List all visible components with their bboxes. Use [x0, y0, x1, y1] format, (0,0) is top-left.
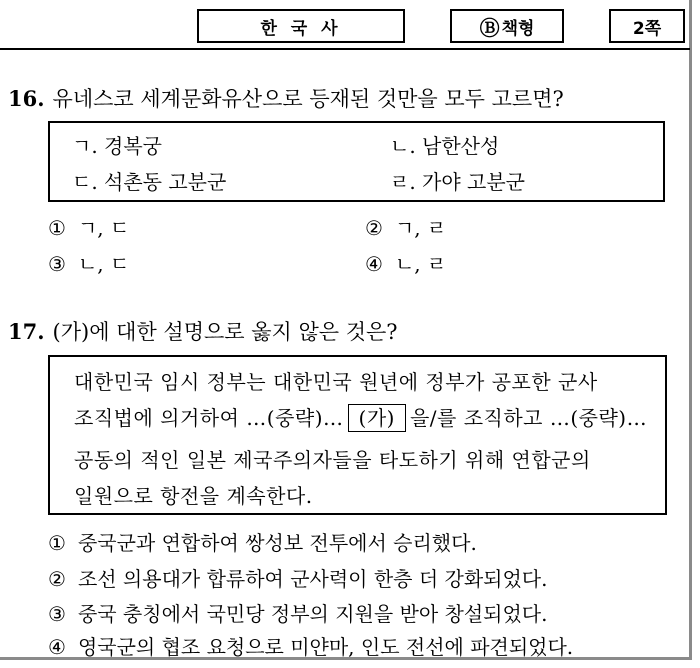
- q16-option-2[interactable]: [365, 212, 446, 241]
- question-16-number: 16.: [8, 86, 45, 111]
- passage-line-4: 일원으로 항전을 계속한다.: [74, 484, 313, 508]
- option-marker: ④: [365, 252, 383, 276]
- option-text: ㄴ, ㄷ: [77, 252, 130, 276]
- q16-option-1[interactable]: [48, 212, 129, 241]
- item-digeut: [72, 166, 226, 195]
- item-label: ㄹ.: [390, 170, 416, 194]
- option-text: 영국군의 협조 요청으로 미얀마, 인도 전선에 파견되었다.: [77, 635, 574, 659]
- item-text: 가야 고분군: [422, 170, 526, 194]
- item-text: 남한산성: [422, 134, 500, 158]
- q17-option-3[interactable]: [48, 598, 547, 627]
- q17-option-2[interactable]: [48, 563, 547, 592]
- q17-option-4[interactable]: [48, 631, 573, 660]
- question-16-title: [8, 83, 564, 113]
- booklet-mark: Ⓑ: [479, 15, 500, 40]
- item-text: 경복궁: [104, 134, 163, 158]
- item-label: ㄱ.: [72, 134, 98, 158]
- booklet-label: 책형: [501, 18, 535, 39]
- option-marker: ①: [48, 531, 66, 555]
- option-marker: ③: [48, 602, 66, 626]
- option-text: ㄴ, ㄹ: [394, 252, 447, 276]
- option-text: 중국 충칭에서 국민당 정부의 지원을 받아 창설되었다.: [77, 602, 548, 626]
- blank-ga-box: (가): [348, 404, 406, 432]
- q16-option-3[interactable]: [48, 248, 129, 277]
- passage-line-3: 공동의 적인 일본 제국주의자들을 타도하기 위해 연합군의: [74, 448, 591, 472]
- question-16-text: 유네스코 세계문화유산으로 등재된 것만을 모두 고르면?: [52, 87, 564, 111]
- item-giyeok: [72, 130, 162, 159]
- option-marker: ①: [48, 216, 66, 240]
- question-17-title: [8, 316, 398, 346]
- option-marker: ②: [365, 216, 383, 240]
- page-number: 2쪽: [632, 18, 662, 39]
- booklet-type-box: [450, 9, 564, 43]
- header-rule: [0, 48, 690, 50]
- option-marker: ②: [48, 567, 66, 591]
- option-marker: ④: [48, 635, 66, 659]
- page-number-box: [609, 9, 685, 43]
- item-label: ㄷ.: [72, 170, 98, 194]
- item-rieul: [390, 166, 525, 195]
- passage-line-2: [74, 402, 647, 432]
- passage-line-1: 대한민국 임시 정부는 대한민국 원년에 정부가 공포한 군사: [74, 370, 598, 394]
- q16-option-4[interactable]: [365, 248, 446, 277]
- option-marker: ③: [48, 252, 66, 276]
- item-text: 석촌동 고분군: [104, 170, 227, 194]
- passage-line-2-end: 을/를 조직하고 …(중략)…: [409, 406, 648, 430]
- subject-title: 한 국 사: [260, 18, 342, 39]
- option-text: ㄱ, ㄷ: [77, 216, 130, 240]
- question-17-number: 17.: [8, 319, 45, 344]
- passage-line-2-start: 조직법에 의거하여 …(중략)…: [74, 406, 344, 430]
- subject-box: [197, 9, 405, 43]
- option-text: ㄱ, ㄹ: [394, 216, 447, 240]
- question-17-text: (가)에 대한 설명으로 옳지 않은 것은?: [52, 320, 398, 344]
- item-label: ㄴ.: [390, 134, 416, 158]
- option-text: 중국군과 연합하여 쌍성보 전투에서 승리했다.: [77, 531, 477, 555]
- option-text: 조선 의용대가 합류하여 군사력이 한층 더 강화되었다.: [77, 567, 548, 591]
- q17-option-1[interactable]: [48, 527, 477, 556]
- item-nieun: [390, 130, 499, 159]
